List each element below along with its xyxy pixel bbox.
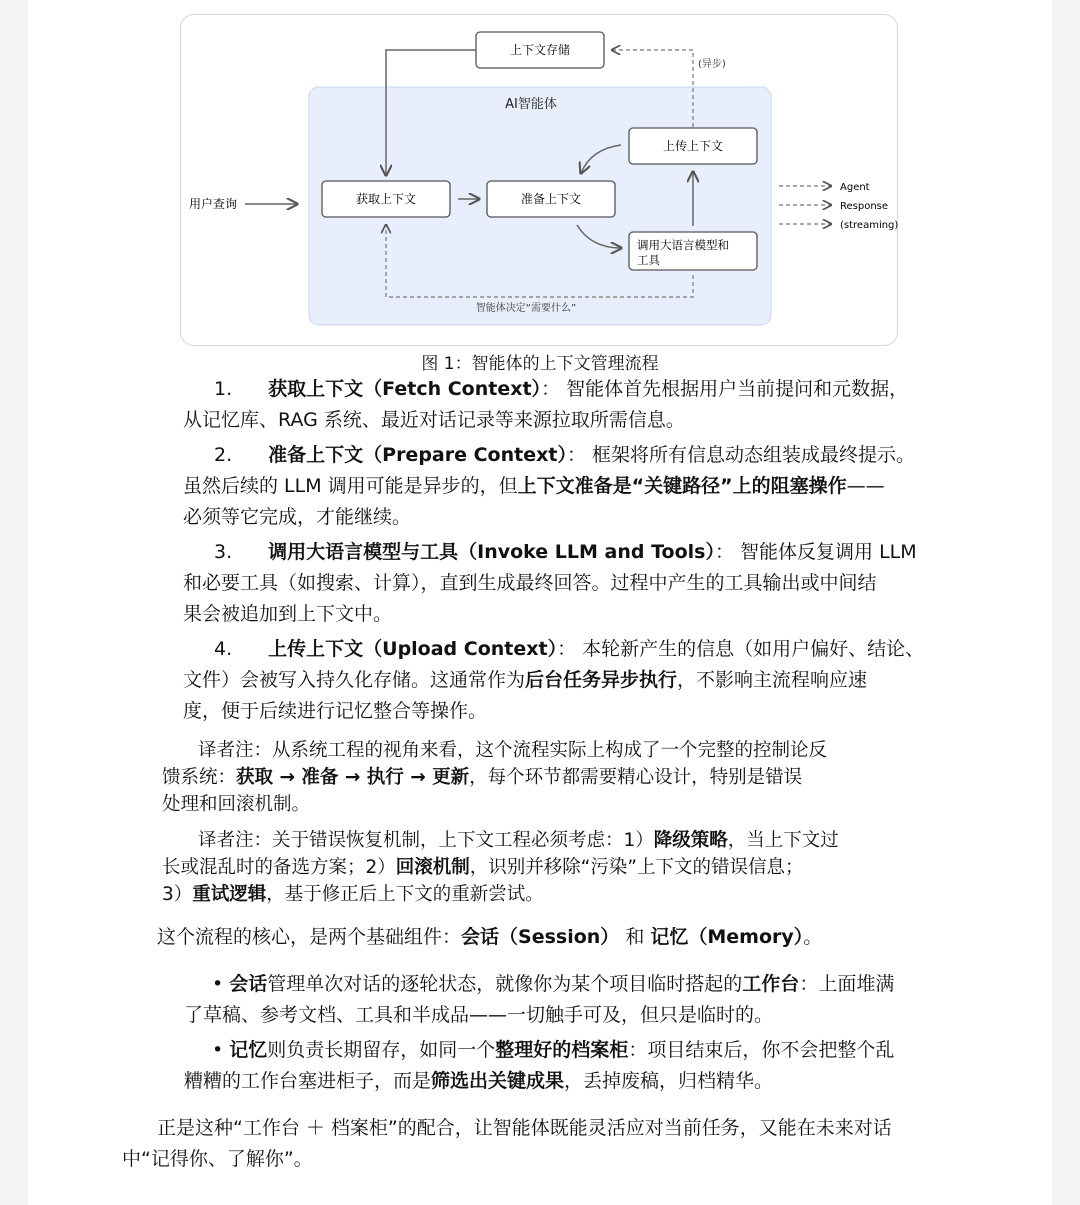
bullet-dot: • — [212, 973, 224, 995]
note-text: ，每个环节都需要精心设计，特别是错误 — [469, 767, 803, 788]
note-text: ，基于修正后上下文的重新尝试。 — [266, 884, 544, 905]
step-emphasis: 上下文准备是“关键路径”上的阻塞操作 — [517, 475, 847, 497]
core-text: 和 — [619, 926, 651, 948]
step-emphasis: 后台任务异步执行 — [525, 669, 678, 691]
bullet-emphasis: 筛选出关键成果 — [431, 1070, 565, 1092]
step-4-line-2 — [183, 665, 867, 696]
step-text: 智能体反复调用 LLM — [740, 541, 917, 563]
step-4-line-3: 度，便于后续进行记忆整合等操作。 — [183, 700, 488, 722]
bullet-emphasis: 工作台 — [742, 973, 800, 995]
note-emphasis: 回滚机制 — [395, 857, 470, 878]
note-text: 馈系统： — [162, 767, 237, 788]
invoke-label-2: 工具 — [637, 253, 660, 267]
invoke-label-1: 调用大语言模型和 — [637, 238, 729, 252]
closing-line-2: 中“记得你、了解你”。 — [122, 1148, 313, 1170]
async-label: (异步) — [698, 59, 726, 70]
note-emphasis: 获取 → 准备 → 执行 → 更新 — [236, 767, 470, 788]
step-sep: ： — [566, 444, 586, 466]
note-text: ，识别并移除“污染”上下文的错误信息； — [469, 857, 804, 878]
bullet-session-line-2: 了草稿、参考文档、工具和半成品——一切触手可及，但只是临时的。 — [184, 1004, 774, 1026]
flow-diagram — [181, 15, 899, 347]
bullet-text: ：项目结束后，你不会把整个乱 — [628, 1039, 895, 1061]
core-sentence — [157, 922, 822, 953]
step-3-line-2: 和必要工具（如搜索、计算），直到生成最终回答。过程中产生的工具输出或中间结 — [183, 572, 877, 594]
bullet-memory-line-2 — [184, 1066, 773, 1097]
step-text: —— — [846, 475, 885, 497]
storage-label: 上下文存储 — [509, 43, 571, 57]
bullet-emphasis: 记忆 — [229, 1039, 268, 1061]
note-text: 译者注：关于错误恢复机制，上下文工程必须考虑：1） — [198, 830, 654, 851]
step-sep: ： — [714, 541, 734, 563]
step-title: 调用大语言模型与工具（Invoke LLM and Tools） — [268, 541, 715, 563]
output-label-agent: Agent — [840, 182, 870, 193]
step-1-line-2: 从记忆库、RAG 系统、最近对话记录等来源拉取所需信息。 — [183, 409, 685, 431]
step-sep: ： — [541, 378, 561, 400]
figure-caption: 图 1：智能体的上下文管理流程 — [421, 354, 659, 374]
bullet-text: ：上面堆满 — [799, 973, 895, 995]
note-2-line-2 — [162, 854, 803, 881]
output-label-response: Response — [840, 201, 889, 212]
decides-label: 智能体决定“需要什么” — [475, 303, 577, 314]
fetch-label: 获取上下文 — [355, 192, 417, 206]
step-text: 虽然后续的 LLM 调用可能是异步的，但 — [183, 475, 518, 497]
bullet-emphasis: 会话 — [229, 973, 268, 995]
bullet-dot: • — [212, 1039, 224, 1061]
agent-title: AI智能体 — [505, 97, 557, 112]
step-2-line-2 — [183, 471, 885, 502]
step-1-line-1 — [214, 374, 908, 405]
bullet-text: ，丢掉废稿，归档精华。 — [564, 1070, 774, 1092]
note-1-line-2 — [162, 764, 802, 791]
closing-line-1: 正是这种“工作台 ＋ 档案柜”的配合，让智能体既能灵活应对当前任务，又能在未来对话 — [157, 1117, 892, 1139]
step-text: 框架将所有信息动态组装成最终提示。 — [592, 444, 916, 466]
step-number: 2. — [214, 444, 233, 466]
step-2-line-3: 必须等它完成，才能继续。 — [183, 506, 412, 528]
step-3-line-3: 果会被追加到上下文中。 — [183, 603, 393, 625]
output-label-streaming: (streaming) — [840, 220, 899, 231]
note-2-line-3 — [162, 881, 544, 908]
step-title: 准备上下文（Prepare Context） — [268, 444, 567, 466]
note-emphasis: 降级策略 — [653, 830, 728, 851]
prepare-label: 准备上下文 — [520, 192, 582, 206]
step-2-line-1 — [214, 440, 915, 471]
step-number: 3. — [214, 541, 233, 563]
step-title: 上传上下文（Upload Context） — [268, 638, 558, 660]
note-text: ，当上下文过 — [727, 830, 839, 851]
core-emphasis: 记忆（Memory） — [650, 926, 804, 948]
context-flow-figure — [180, 14, 898, 346]
bullet-memory-line-1 — [212, 1035, 894, 1066]
core-emphasis: 会话（Session） — [461, 926, 620, 948]
bullet-emphasis: 整理好的档案柜 — [495, 1039, 629, 1061]
step-title: 获取上下文（Fetch Context） — [268, 378, 542, 400]
step-text: ，不影响主流程响应速 — [677, 669, 868, 691]
user-query-label: 用户查询 — [189, 197, 238, 211]
step-number: 1. — [214, 378, 233, 400]
note-1-line-1: 译者注：从系统工程的视角来看，这个流程实际上构成了一个完整的控制论反 — [198, 740, 828, 761]
bullet-text: 糟糟的工作台塞进柜子，而是 — [184, 1070, 432, 1092]
step-text: 本轮新产生的信息（如用户偏好、结论、 — [582, 638, 925, 660]
step-4-line-1 — [214, 634, 924, 665]
bullet-text: 则负责长期留存，如同一个 — [267, 1039, 496, 1061]
note-text: 3） — [162, 884, 193, 905]
step-number: 4. — [214, 638, 233, 660]
step-text: 文件）会被写入持久化存储。这通常作为 — [183, 669, 526, 691]
bullet-text: 管理单次对话的逐轮状态，就像你为某个项目临时搭起的 — [267, 973, 743, 995]
note-text: 长或混乱时的备选方案；2） — [162, 857, 396, 878]
step-sep: ： — [557, 638, 577, 660]
core-text: 这个流程的核心，是两个基础组件： — [157, 926, 462, 948]
note-1-line-3: 处理和回滚机制。 — [162, 794, 311, 815]
upload-label: 上传上下文 — [662, 139, 724, 153]
core-text: 。 — [803, 926, 823, 948]
note-2-line-1 — [198, 827, 839, 854]
step-3-line-1 — [214, 537, 917, 568]
bullet-session-line-1 — [212, 969, 894, 1000]
note-emphasis: 重试逻辑 — [192, 884, 267, 905]
step-text: 智能体首先根据用户当前提问和元数据， — [566, 378, 909, 400]
